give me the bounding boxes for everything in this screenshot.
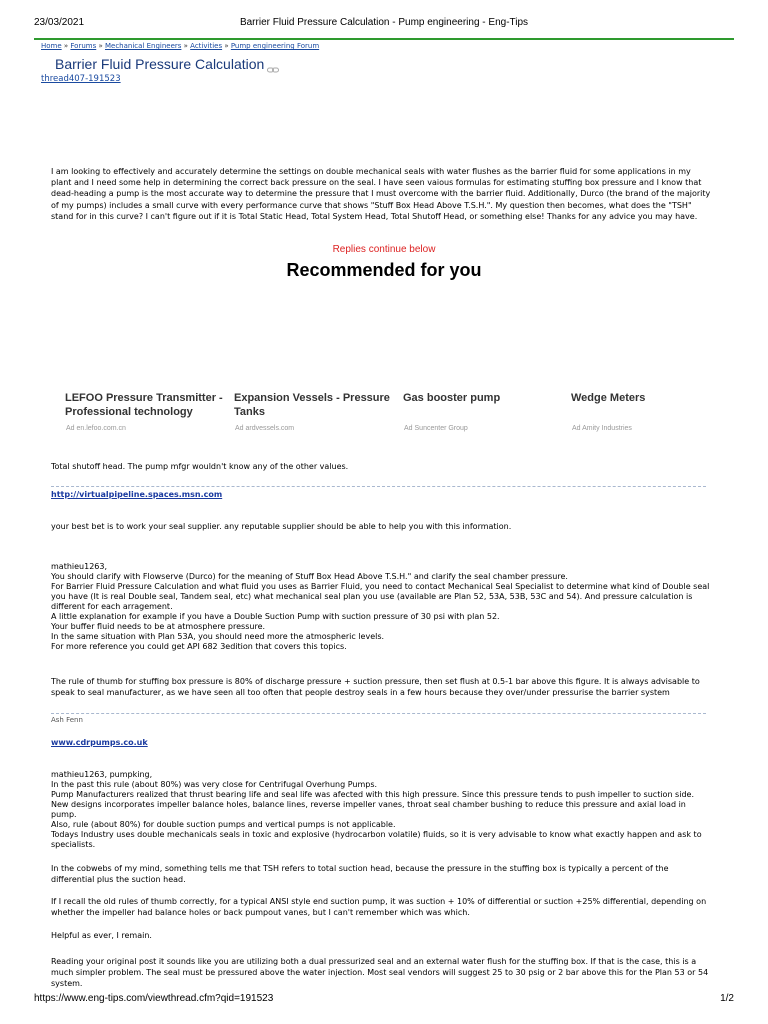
reply-line: Also, rule (about 80%) for double suction pumps and vertical pumps is not applicable. (51, 820, 396, 829)
breadcrumb-separator: » (61, 42, 71, 50)
reply-divider (51, 713, 706, 714)
reply-line: mathieu1263, pumpking, (51, 770, 153, 779)
reply-line: Todays Industry uses double mechanicals seals in toxic and explosive (hydrocarbon volatile) fluids, so it is very advisable to know what exactly happen and ask to specialists. (51, 830, 702, 849)
reply-text: If I recall the old rules of thumb correctly, for a typical ANSI style end suction pump, it was suction + 10% of differential or suction +25% differential, depending on whether the impeller had balance holes or back pumpout vanes, but I can't remember which was which. (51, 897, 707, 918)
signature-link[interactable]: www.cdrpumps.co.uk (51, 738, 148, 747)
breadcrumb-separator: » (96, 42, 105, 50)
ad-source: Ad Suncenter Group (404, 425, 468, 432)
reply-line: mathieu1263, (51, 562, 108, 571)
print-url: https://www.eng-tips.com/viewthread.cfm?qid=191523 (34, 993, 274, 1004)
replies-continue-notice: Replies continue below (332, 244, 436, 255)
ad-card[interactable] (234, 391, 399, 432)
reply-divider (51, 486, 706, 487)
reply-text: The rule of thumb for stuffing box pressure is 80% of discharge pressure + suction pressure, then set flush at 0.5-1 bar above this figure. It is always advisable to speak to seal manufacturer, as we have seen all too often that people destroy seals in a few hours because they over/under pressurise the barrier system (51, 677, 700, 698)
original-post: I am looking to effectively and accurately determine the settings on double mechanical seals with water flushes as the barrier fluid for some applications in my plant and I need some help in determining the correct back pressure on the seal. I have seen vaious formulas for estimating stuffing box pressure and I know that dead-heading a pump is the most accurate way to determine the pressure that I must overcome with the barrier fluid. Additionally, Durco (the brand of the majority of my pumps) includes a small curve with every performance curve that shows "Stuff Box Head Above T.S.H.". My question then becomes, what does the "TSH" stand for in this curve? I can't figure out if it is Total Static Head, Total System Head, Total Shutoff Head, or something else! Thanks for any advice you may have. (51, 167, 711, 221)
breadcrumb-separator: » (222, 42, 231, 50)
reply-line: You should clarify with Flowserve (Durco) for the meaning of Stuff Box Head Above T.S.H." and clarify the seal chamber pressure. (51, 572, 568, 581)
ad-source: Ad en.lefoo.com.cn (66, 425, 126, 432)
reply-line: For Barrier Fluid Pressure Calculation and what fluid you uses as Barrier Fluid, you need to contact Mechanical Seal Specialist to determine what kind of Double seal you have (It is real Double seal, Tandem seal, etc) what mechanical seal plan you use (available are Plan 52, 53A, 53B, 53C and 54). And pressure calculation is different for each arragement. (51, 582, 710, 611)
print-page-number: 1/2 (720, 993, 734, 1004)
thread-id-link[interactable]: thread407-191523 (41, 74, 121, 84)
page-title (55, 56, 279, 72)
ad-title[interactable]: Gas booster pump (403, 392, 501, 404)
reply-text: your best bet is to work your seal supplier. any reputable supplier should be able to help you with this information. (51, 522, 512, 531)
reply-text: Total shutoff head. The pump mfgr wouldn't know any of the other values. (51, 462, 349, 471)
breadcrumb-home-link[interactable]: Home (41, 42, 62, 50)
ad-card[interactable] (65, 391, 230, 432)
ad-title[interactable]: LEFOO Pressure Transmitter - Professional technology (65, 392, 223, 418)
reply-line: A little explanation for example if you have a Double Suction Pump with suction pressure of 30 psi with plan 52. (51, 612, 500, 621)
reply-body (51, 562, 711, 652)
reply-line: For more reference you could get API 682 3edition that covers this topics. (51, 642, 347, 651)
ad-card[interactable] (571, 391, 736, 432)
breadcrumb-forums-link[interactable]: Forums (70, 42, 97, 50)
print-date: 23/03/2021 (34, 17, 85, 28)
reply-line: New designs incorporates impeller balance holes, balance lines, reverse impeller vanes, throat seal chamber bushing to reduce this pressure and axial load in pump. (51, 800, 686, 819)
reply-author: Ash Fenn (51, 716, 83, 724)
ad-source: Ad ardvessels.com (235, 425, 295, 432)
print-page-title: Barrier Fluid Pressure Calculation - Pump engineering - Eng-Tips (239, 17, 529, 28)
ad-title[interactable]: Wedge Meters (571, 392, 646, 404)
recommended-heading: Recommended for you (286, 260, 482, 280)
signature-link[interactable]: http://virtualpipeline.spaces.msn.com (51, 490, 223, 499)
ad-card[interactable] (403, 391, 568, 432)
reply-line: In the same situation with Plan 53A, you should need more the atmospheric levels. (51, 632, 385, 641)
breadcrumb-separator: » (181, 42, 191, 50)
reply-body (51, 770, 711, 850)
reply-signoff: Helpful as ever, I remain. (51, 931, 152, 940)
thread-title-text: Barrier Fluid Pressure Calculation (55, 56, 265, 72)
reply-line: In the past this rule (about 80%) was very close for Centrifugal Overhung Pumps. (51, 780, 378, 789)
reply-line: Your buffer fluid needs to be at atmosphere pressure. (51, 622, 266, 631)
reply-line: Pump Manufacturers realized that thrust bearing life and seal life was afected with this high pressure. Since this pressure tends to push impeller to suction side. (51, 790, 694, 799)
breadcrumb (41, 42, 319, 50)
ad-title[interactable]: Expansion Vessels - Pressure Tanks (234, 392, 390, 418)
breadcrumb-forum-link[interactable]: Pump engineering Forum (230, 42, 320, 50)
header-bar (34, 38, 734, 40)
link-icon[interactable] (267, 61, 279, 69)
breadcrumb-activities-link[interactable]: Activities (190, 42, 223, 50)
breadcrumb-mechanical-link[interactable]: Mechanical Engineers (104, 42, 182, 50)
ad-source: Ad Amity Industries (572, 425, 632, 432)
reply-text: Reading your original post it sounds like you are utilizing both a dual pressurized seal and an external water flush for the stuffing box. If that is the case, this is a much simpler problem. The seal must be pressured above the water injection. Most seal vendors will suggest 25 to 30 psig or 2 bar above this for the Plan 53 or 54 system. (51, 957, 709, 989)
reply-text: In the cobwebs of my mind, something tells me that TSH refers to total suction head, because the pressure in the stuffing box is typically a percent of the differential plus the suction head. (51, 864, 669, 885)
